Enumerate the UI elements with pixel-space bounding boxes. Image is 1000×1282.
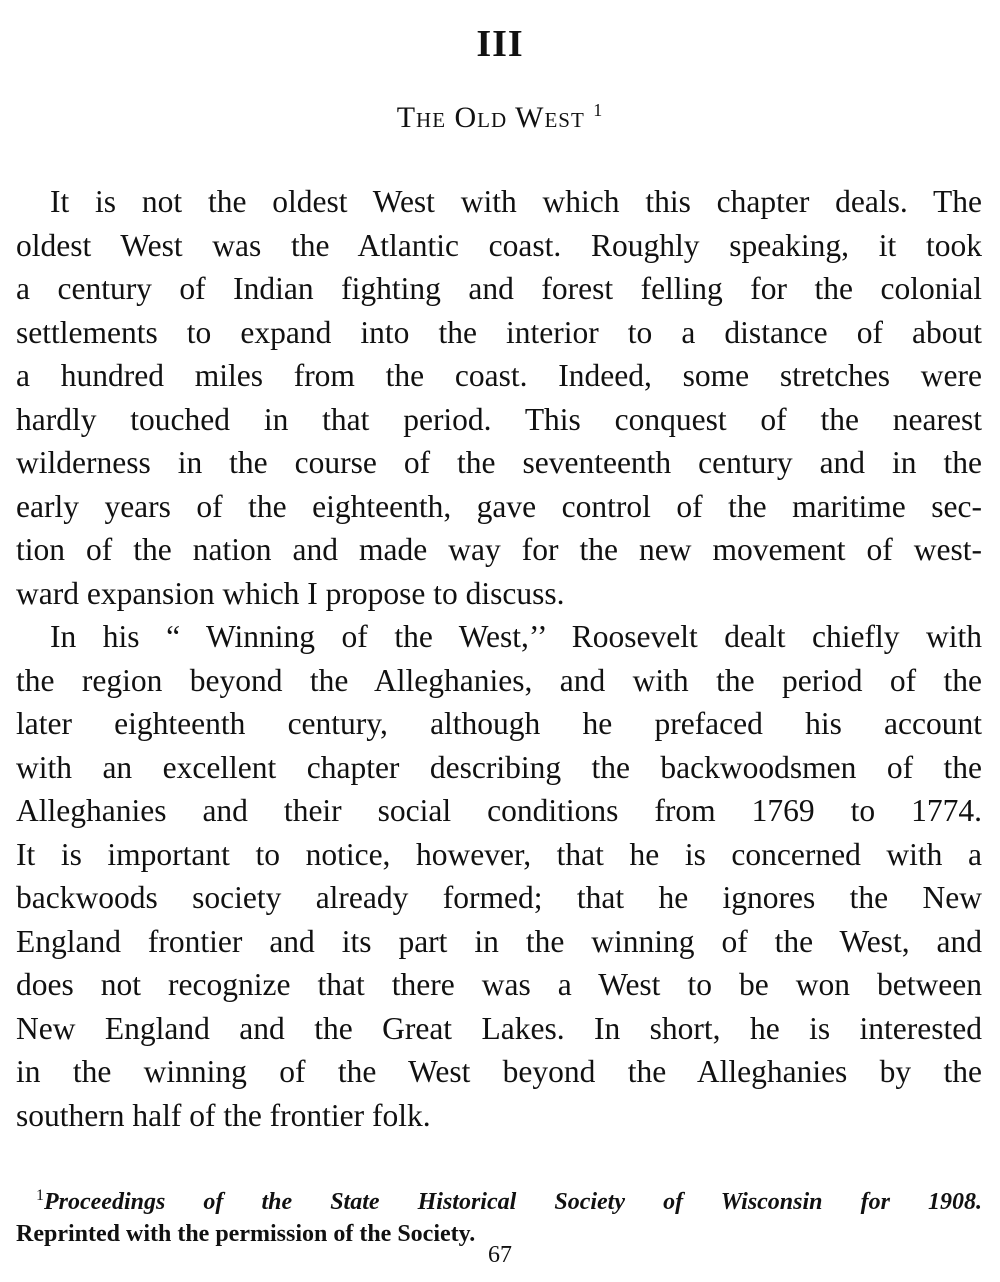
chapter-body [16, 180, 982, 1137]
paragraph-line: a hundred miles from the coast. Indeed, some stretches were [16, 358, 982, 393]
chapter-title-footnote-mark: 1 [593, 100, 604, 120]
paragraph-line: a century of Indian fighting and forest felling for the colonial [16, 271, 982, 306]
paragraph-line: later eighteenth century, although he prefaced his account [16, 706, 982, 741]
footnote-reprint-note: Reprinted with the permission of the Society. [16, 1221, 476, 1247]
paragraph-line: southern half of the frontier folk. [16, 1097, 431, 1133]
paragraph-line: It is not the oldest West with which this chapter deals. The [50, 184, 982, 219]
chapter-title-text: The Old West [396, 101, 585, 134]
paragraph-line: tion of the nation and made way for the new movement of west- [16, 532, 982, 567]
paragraph-line: oldest West was the Atlantic coast. Roughly speaking, it took [16, 227, 982, 263]
paragraph-line: wilderness in the course of the seventeenth century and in the [16, 445, 982, 480]
footnote-mark: 1 [36, 1187, 44, 1204]
paragraph-line: ward expansion which I propose to discuss. [16, 575, 565, 611]
paragraph-line: with an excellent chapter describing the backwoodsmen of the [16, 749, 982, 785]
paragraph-line: the region beyond the Alleghanies, and with the period of the [16, 662, 982, 698]
paragraph-1 [16, 180, 982, 615]
chapter-title [0, 100, 1000, 135]
paragraph-line: England frontier and its part in the winning of the West, and [16, 923, 982, 959]
paragraph-line: does not recognize that there was a West to be won between [16, 967, 982, 1002]
paragraph-line: It is important to notice, however, that he is concerned with a [16, 836, 982, 872]
footnote-source-title: Proceedings of the State Historical Society of Wisconsin for 1908. [44, 1189, 982, 1215]
paragraph-line: New England and the Great Lakes. In short, he is interested [16, 1010, 982, 1046]
chapter-number: III [476, 23, 524, 65]
footnote [16, 1180, 982, 1250]
page-number: 67 [488, 1242, 512, 1268]
paragraph-line: in the winning of the West beyond the Alleghanies by the [16, 1054, 982, 1089]
paragraph-line: early years of the eighteenth, gave control of the maritime sec- [16, 488, 982, 524]
footnote-first-line [16, 1180, 982, 1218]
paragraph-line: hardly touched in that period. This conquest of the nearest [16, 401, 982, 437]
paragraph-line: In his “ Winning of the West,’’ Roosevelt dealt chiefly with [50, 619, 982, 654]
paragraph-line: settlements to expand into the interior to a distance of about [16, 314, 982, 350]
paragraph-line: Alleghanies and their social conditions from 1769 to 1774. [16, 793, 982, 828]
paragraph-line: backwoods society already formed; that he ignores the New [16, 880, 982, 915]
paragraph-2 [16, 615, 982, 1137]
